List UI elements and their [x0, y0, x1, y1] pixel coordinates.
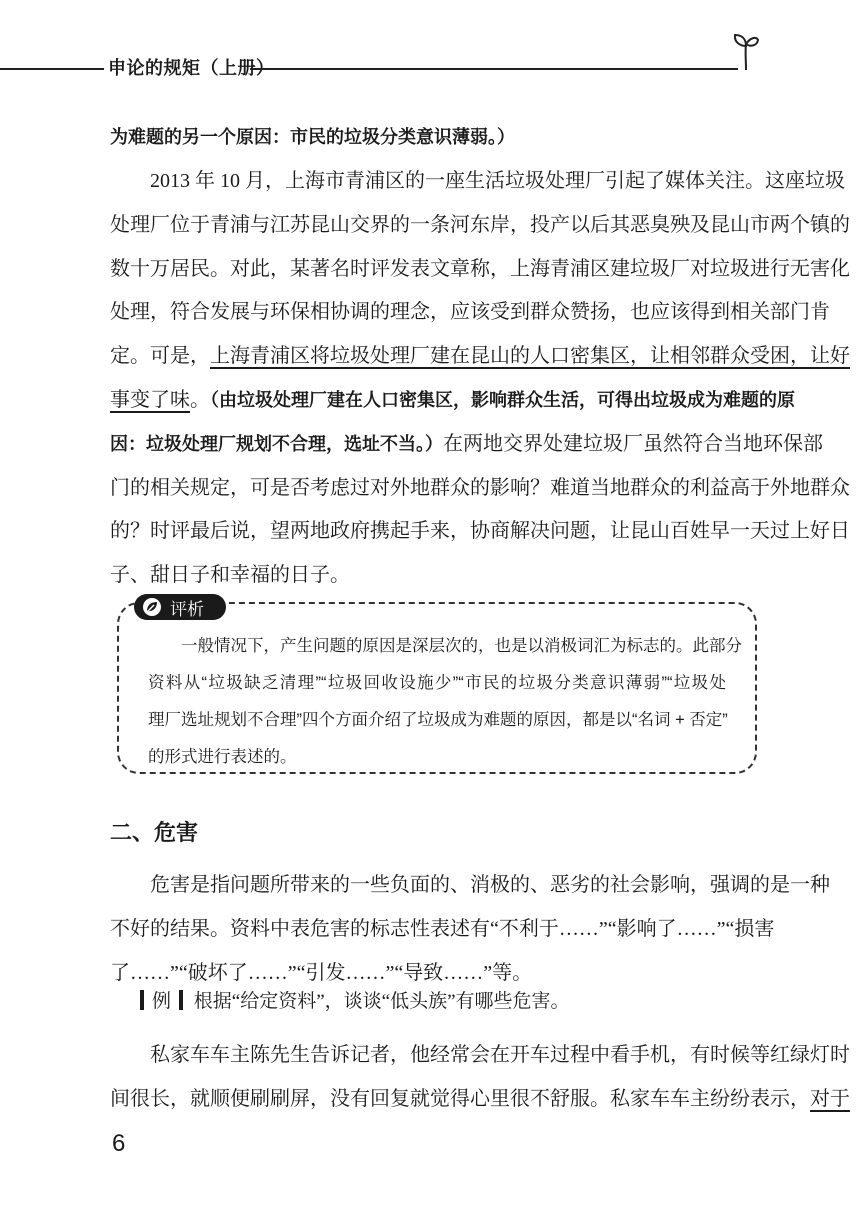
- paragraph-continuation: [110, 116, 762, 160]
- text-line: [110, 379, 795, 423]
- example-bar-left: [140, 990, 144, 1010]
- header-rule-right: [250, 68, 738, 70]
- example-question: 根据“给定资料”，谈谈“低头族”有哪些危害。: [193, 991, 570, 1012]
- text-line: 了……”“破坏了……”“引发……”“导致……”等。: [110, 961, 533, 984]
- text-line: 资料从“垃圾缺乏清理”“垃圾回收设施少”“市民的垃圾分类意识薄弱”“垃圾处: [148, 674, 726, 692]
- text-line: 一般情况下，产生问题的原因是深层次的，也是以消极词汇为标志的。此部分: [181, 637, 742, 655]
- text-line: 数十万居民。对此，某著名时评发表文章称，上海青浦区建垃圾厂对垃圾进行无害化: [110, 257, 850, 280]
- underlined-text: 事变了味: [110, 388, 190, 411]
- paragraph-shanghai-case: [110, 160, 850, 598]
- text-line: 处理，符合发展与环保相协调的理念，应该受到群众赞扬，也应该得到相关部门肯: [110, 301, 830, 324]
- underlined-text: 上海青浦区将垃圾处理厂建在昆山的人口密集区，让相邻群众受困，让好: [210, 345, 850, 368]
- leaf-sprout-icon: [732, 30, 760, 72]
- header-rule-left: [0, 68, 104, 70]
- text-line: 的？时评最后说，望两地政府携起手来，协商解决问题，让昆山百姓早一天过上好日: [110, 520, 850, 543]
- text-line: 理厂选址规划不合理”四个方面介绍了垃圾成为难题的原因，都是以“名词 + 否定”: [148, 711, 728, 729]
- text-line: [110, 423, 823, 467]
- text-line: 私家车车主陈先生告诉记者，他经常会在开车过程中看手机，有时候等红绿灯时: [150, 1044, 850, 1066]
- running-header-title: 申论的规矩（上册）: [108, 58, 275, 78]
- text-line: [110, 335, 850, 379]
- example-bar-right: [179, 990, 183, 1010]
- text-line: 危害是指问题所带来的一些负面的、消极的、恶劣的社会影响，强调的是一种: [150, 874, 830, 896]
- analysis-label: 评析: [170, 599, 204, 619]
- text-segment: 。: [190, 388, 210, 411]
- text-segment: 间很长，就顺便刷刷屏，没有回复就觉得心里很不舒服。私家车车主纷纷表示，: [110, 1087, 810, 1110]
- example-prompt: [140, 986, 570, 1013]
- text-line: [110, 1078, 850, 1122]
- text-segment: 定。可是，: [110, 345, 210, 368]
- text-line: 2013 年 10 月，上海市青浦区的一座生活垃圾处理厂引起了媒体关注。这座垃圾: [150, 170, 845, 192]
- text-line: 不好的结果。资料中表危害的标志性表述有“不利于……”“影响了……”“损害: [110, 917, 775, 940]
- text-line: 门的相关规定，可是否考虑过对外地群众的影响？难道当地群众的利益高于外地群众: [110, 476, 850, 499]
- analysis-text: [148, 628, 742, 776]
- text-line: 子、甜日子和幸福的日子。: [110, 564, 350, 587]
- underlined-text: 对于: [810, 1087, 850, 1110]
- bold-annotation: （由垃圾处理厂建在人口密集区，影响群众生活，可得出垃圾成为难题的原: [210, 389, 795, 410]
- analysis-tab: [134, 594, 226, 620]
- paragraph-private-car: [110, 1034, 850, 1122]
- text-line: 的形式进行表述的。: [148, 748, 297, 766]
- example-label: 例: [152, 991, 172, 1012]
- leaf-icon: [142, 597, 162, 617]
- text-segment: 在两地交界处建垃圾厂虽然符合当地环保部: [443, 432, 823, 455]
- text-line: 为难题的另一个原因：市民的垃圾分类意识薄弱。）: [110, 127, 515, 147]
- text-line: 处理厂位于青浦与江苏昆山交界的一条河东岸，投产以后其恶臭殃及昆山市两个镇的: [110, 213, 850, 236]
- section-heading: 二、危害: [110, 820, 199, 845]
- page-number: 6: [112, 1130, 126, 1157]
- paragraph-harm-definition: [110, 864, 830, 995]
- bold-annotation: 因：垃圾处理厂规划不合理，选址不当。）: [110, 433, 443, 454]
